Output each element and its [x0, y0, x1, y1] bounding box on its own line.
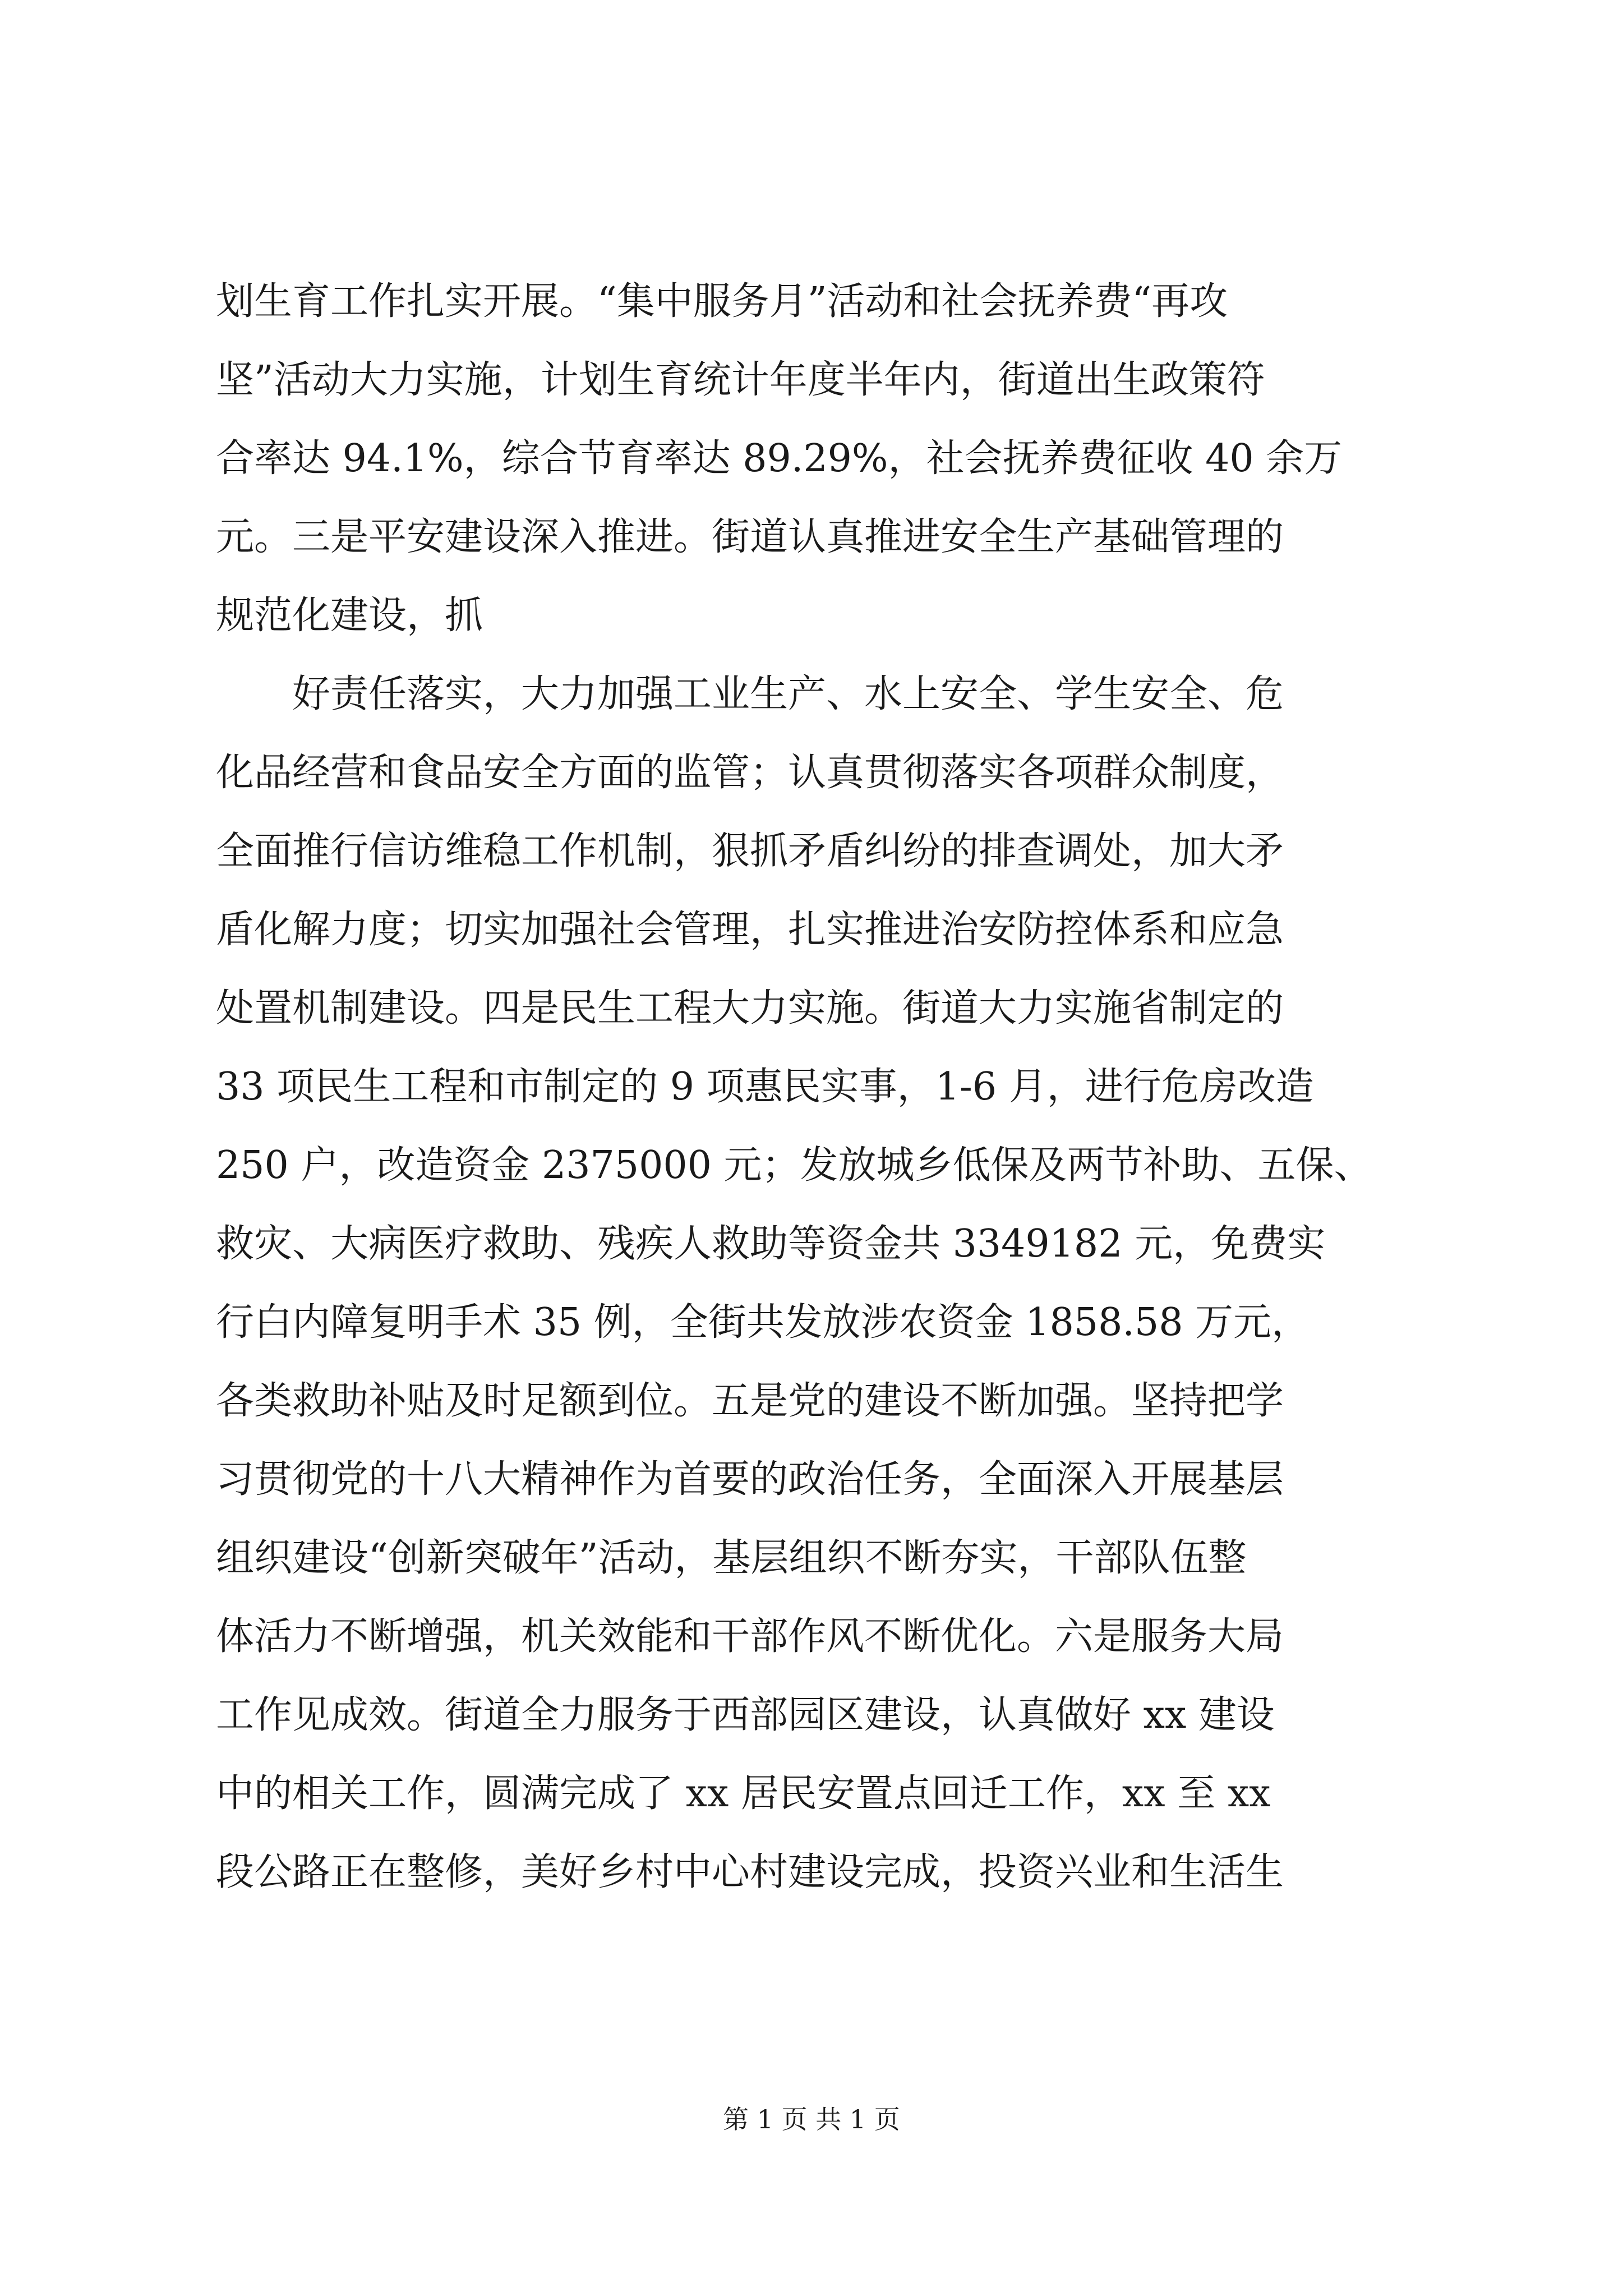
text-line: 体活力不断增强，机关效能和干部作风不断优化。六是服务大局	[216, 1614, 1284, 1659]
text-line: 33 项民生工程和市制定的 9 项惠民实事，1-6 月，进行危房改造	[216, 1065, 1314, 1109]
text-line: 处置机制建设。四是民生工程大力实施。街道大力实施省制定的	[216, 986, 1284, 1030]
text-line: 救灾、大病医疗救助、残疾人救助等资金共 3349182 元，免费实	[216, 1222, 1326, 1266]
text-line: 划生育工作扎实开展。“集中服务月”活动和社会抚养费“再攻	[216, 279, 1228, 324]
page-footer: 第 1 页 共 1 页	[723, 2104, 900, 2134]
text-line: 元。三是平安建设深入推进。街道认真推进安全生产基础管理的	[216, 515, 1284, 559]
text-line: 盾化解力度；切实加强社会管理，扎实推进治安防控体系和应急	[216, 908, 1284, 952]
text-line: 各类救助补贴及时足额到位。五是党的建设不断加强。坚持把学	[216, 1379, 1284, 1423]
document-body	[216, 263, 1436, 1912]
text-line: 250 户，改造资金 2375000 元；发放城乡低保及两节补助、五保、	[216, 1143, 1372, 1188]
paragraph-2	[216, 655, 1436, 1912]
paragraph-1	[216, 263, 1436, 655]
text-line: 工作见成效。街道全力服务于西部园区建设，认真做好 xx 建设	[216, 1693, 1275, 1737]
text-line: 坚”活动大力实施，计划生育统计年度半年内，街道出生政策符	[216, 358, 1265, 402]
text-line: 段公路正在整修，美好乡村中心村建设完成，投资兴业和生活生	[216, 1850, 1284, 1894]
text-line: 规范化建设，抓	[216, 593, 483, 638]
text-line: 好责任落实，大力加强工业生产、水上安全、学生安全、危	[292, 672, 1284, 716]
text-line: 习贯彻党的十八大精神作为首要的政治任务，全面深入开展基层	[216, 1457, 1284, 1502]
text-line: 组织建设“创新突破年”活动，基层组织不断夯实，干部队伍整	[216, 1536, 1247, 1580]
text-line: 全面推行信访维稳工作机制，狠抓矛盾纠纷的排查调处，加大矛	[216, 829, 1284, 873]
text-line: 行白内障复明手术 35 例，全街共发放涉农资金 1858.58 万元，	[216, 1300, 1310, 1345]
text-line: 合率达 94.1%，综合节育率达 89.29%，社会抚养费征收 40 余万	[216, 436, 1343, 481]
text-line: 化品经营和食品安全方面的监管；认真贯彻落实各项群众制度，	[216, 751, 1284, 795]
text-line: 中的相关工作，圆满完成了 xx 居民安置点回迁工作，xx 至 xx	[216, 1772, 1271, 1816]
